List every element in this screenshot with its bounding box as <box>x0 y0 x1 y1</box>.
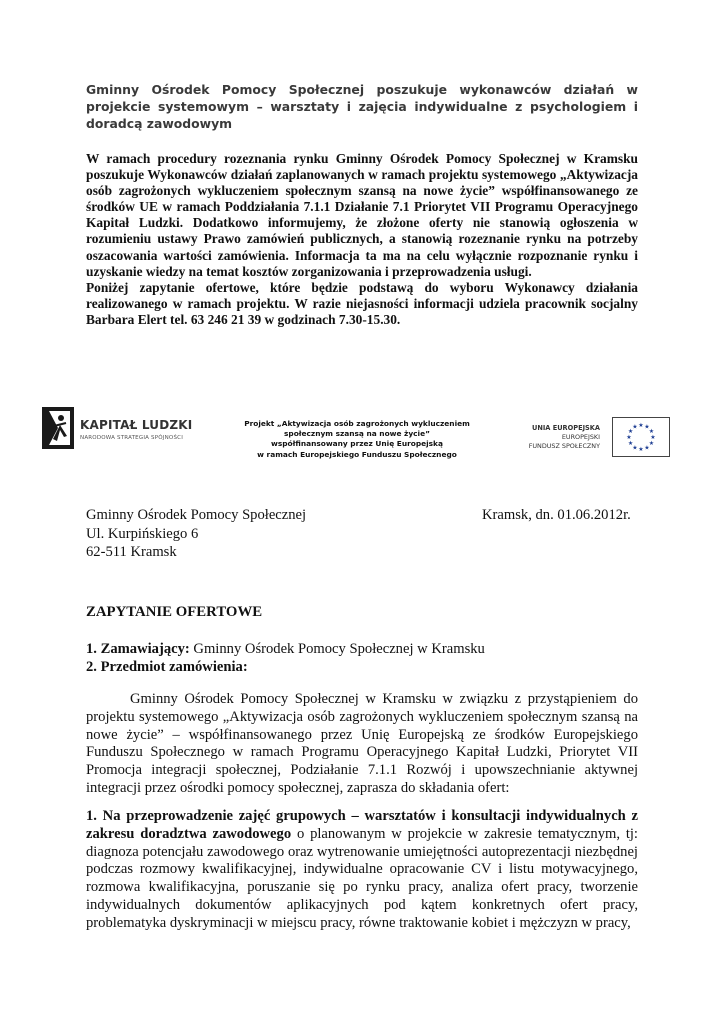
eu-star-icon: ★ <box>648 441 655 447</box>
order-description-paragraph: Gminny Ośrodek Pomocy Społecznej w Kramsku w związku z przystąpieniem do projektu systemowego „Aktywizacja osób zagrożonych wykluczeniem społecznym szansą na nowe życie” – współfinansowanego przez Unię Europejską ze środków Europejskiego Funduszu Społecznego w ramach Programu Operacyjnego Kapitał Ludzki, Priorytet VII Promocja integracji społecznej, Podziałanie 7.1.1 Rozwój i upowszechnianie aktywnej integracji przez ośrodki pomocy społecznej, zaprasza do składania ofert: <box>86 691 638 796</box>
kapital-ludzki-title: KAPITAŁ LUDZKI <box>80 418 193 432</box>
funding-banner <box>40 405 685 467</box>
kapital-ludzki-subtitle: NARODOWA STRATEGIA SPÓJNOŚCI <box>80 435 184 441</box>
point-1-bold: 1. Na przeprowadzenie zajęć grupowych – warsztatów i konsultacji indywidualnych z zakresu doradztwa zawodowego <box>86 808 638 842</box>
place-and-date: Kramsk, dn. 01.06.2012r. <box>482 507 631 523</box>
eu-flag-icon <box>612 417 670 457</box>
point-1 <box>86 808 638 933</box>
sender-address <box>86 506 406 562</box>
project-note-line: Projekt „Aktywizacja osób zagrożonych wykluczeniem <box>244 419 470 428</box>
eu-line-social-fund: FUNDUSZ SPOŁECZNY <box>528 442 600 450</box>
intro-paragraph-2: Poniżej zapytanie ofertowe, które będzie podstawą do wyboru Wykonawcy działania realizowanego w ramach projektu. W razie niejasności informacji udziela pracownik socjalny Barbara Elert tel. 63 246 21 39 w godzinach 7.30-15.30. <box>86 279 638 327</box>
address-line-postal: 62-511 Kramsk <box>86 544 177 560</box>
intro-block <box>86 151 638 328</box>
eu-star-icon: ★ <box>638 423 644 429</box>
eu-star-icon: ★ <box>627 441 634 447</box>
kapital-ludzki-logo <box>40 405 220 467</box>
address-line-name: Gminny Ośrodek Pomocy Społecznej <box>86 507 307 523</box>
address-line-street: Ul. Kurpińskiego 6 <box>86 525 199 542</box>
eu-star-icon: ★ <box>648 429 655 435</box>
point-1-rest: o planowanym w projekcie w zakresie tematycznym, tj: diagnoza potencjału zawodowego oraz wytrenowanie umiejętności autoprezentacji niezbędnej podczas rozmowy kwalifikacyjnej, indywidualne opracowanie CV i listu motywacyjnego, rozmowa kwalifikacyjna, poruszanie się po rynku pracy, analiza ofert pracy, tworzenie indywidualnych dokumentów aplikacyjnych pod kątem konkretnych ofert pracy, problematyka dyskryminacji w miejscu pracy, równe traktowanie kobiet i mężczyzn w pracy, <box>86 825 638 931</box>
announcement-heading: Gminny Ośrodek Pomocy Społecznej poszukuje wykonawców działań w projekcie systemowym – warsztaty i zajęcia indywidualne z psychologiem i doradcą zawodowym <box>86 82 638 131</box>
section-order-subject-label: 2. Przedmiot zamówienia: <box>86 659 248 675</box>
section-ordering-party-label: 1. Zamawiający: <box>86 641 190 657</box>
intro-paragraph-1: W ramach procedury rozeznania rynku Gminny Ośrodek Pomocy Społecznej w Kramsku poszukuje Wykonawców działań zaplanowanych w ramach projektu systemowego „Aktywizacja osób zagrożonych wykluczeniem społecznym szansą na nowe życie” współfinansowanego ze środków UE w ramach Poddziałania 7.1.1 Działanie 7.1 Priorytet VII Programu Operacyjnego Kapitał Ludzki. Dodatkowo informujemy, że złożone oferty nie stanowią ogłoszenia w rozumieniu ustawy Prawo zamówień publicznych, a stanowią rozeznanie rynku na potrzeby oszacowania wartości zamówienia. Informacja ta ma na celu wyłącznie rozpoznanie rynku i uzyskanie wiedzy na temat kosztów zorganizowania i przeprowadzenia usługi. <box>86 151 638 279</box>
kapital-ludzki-emblem-icon <box>40 405 76 451</box>
eu-caption <box>486 423 600 451</box>
point-1-text <box>86 808 638 933</box>
project-note-line: w ramach Europejskiego Funduszu Społecznego <box>257 449 457 459</box>
section-ordering-party-value: Gminny Ośrodek Pomocy Społecznej w Kramsku <box>189 641 485 657</box>
eu-star-icon: ★ <box>644 424 650 431</box>
section-ordering-party <box>86 640 646 658</box>
eu-line-union: UNIA EUROPEJSKA <box>531 424 600 432</box>
eu-star-icon: ★ <box>627 429 634 435</box>
project-note-line: społecznym szansą na nowe życie” <box>284 429 430 439</box>
document-title: ZAPYTANIE OFERTOWE <box>86 604 263 620</box>
order-description <box>86 691 638 798</box>
eu-line-european: EUROPEJSKI <box>561 433 600 441</box>
project-note-line: współfinansowany przez Unię Europejską <box>271 439 443 449</box>
eu-star-icon: ★ <box>632 445 638 452</box>
eu-star-icon: ★ <box>626 435 632 441</box>
section-order-subject <box>86 658 646 676</box>
eu-star-icon: ★ <box>644 445 650 452</box>
eu-star-icon: ★ <box>650 435 656 441</box>
eu-star-icon: ★ <box>638 447 644 453</box>
eu-star-icon: ★ <box>632 424 638 431</box>
project-note <box>228 419 486 460</box>
